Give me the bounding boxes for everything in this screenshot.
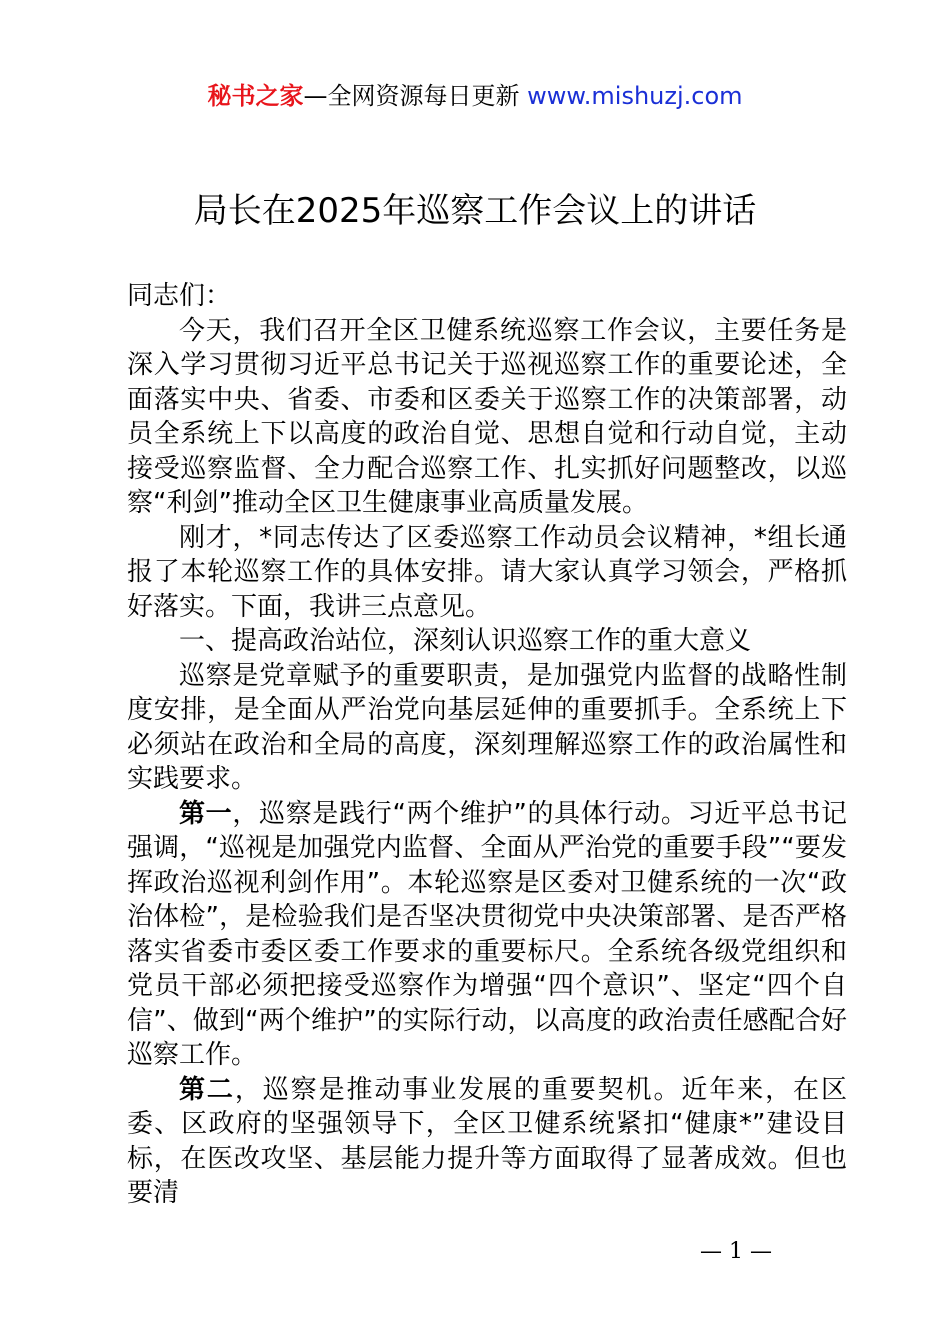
site-url[interactable]: www.mishuzj.com [527,82,743,110]
second-point-lead: 第二 [179,1074,235,1105]
first-point-lead: 第一 [179,798,233,829]
second-point-text: ，巡察是推动事业发展的重要契机。近年来，在区委、区政府的坚强领导下，全区卫健系统紧扣“健康*”建设目标，在医改攻坚、基层能力提升等方面取得了显著成效。但也要清 [127,1074,847,1208]
brand-name: 秘书之家 [207,82,304,110]
paragraph-second-point [127,1073,847,1211]
section-heading-1: 一、提高政治站位，深刻认识巡察工作的重大意义 [179,626,752,656]
site-header [0,80,950,112]
document-title: 局长在2025年巡察工作会议上的讲话 [193,191,757,231]
document-body [127,279,847,1211]
first-point-text: ，巡察是践行“两个维护”的具体行动。习近平总书记强调，“巡视是加强党内监督、全面从严治党的重要手段”“要发挥政治巡视利剑作用”。本轮巡察是区委对卫健系统的一次“政治体检”，是检验我们是否坚决贯彻党中央决策部署、是否严格落实省委市委区委工作要求的重要标尺。全系统各级党组织和党员干部必须把接受巡察作为增强“四个意识”、坚定“四个自信”、做到“两个维护”的实际行动，以高度的政治责任感配合好巡察工作。 [127,798,847,1070]
paragraph-significance: 巡察是党章赋予的重要职责，是加强党内监督的战略性制度安排，是全面从严治党向基层延伸的重要抓手。全系统上下必须站在政治和全局的高度，深刻理解巡察工作的政治属性和实践要求。 [127,660,847,794]
paragraph-first-point [127,797,847,1073]
paragraph-intro: 今天，我们召开全区卫健系统巡察工作会议，主要任务是深入学习贯彻习近平总书记关于巡视巡察工作的重要论述，全面落实中央、省委、市委和区委关于巡察工作的决策部署，动员全系统上下以高度的政治自觉、思想自觉和行动自觉，主动接受巡察监督、全力配合巡察工作、扎实抓好问题整改，以巡察“利剑”推动全区卫生健康事业高质量发展。 [127,315,847,518]
paragraph-agenda: 刚才，*同志传达了区委巡察工作动员会议精神，*组长通报了本轮巡察工作的具体安排。请大家认真学习领会，严格抓好落实。下面，我讲三点意见。 [127,522,847,622]
salutation: 同志们： [127,281,232,311]
page-number: — 1 — [700,1239,772,1264]
header-slogan: —全网资源每日更新 [303,82,528,110]
